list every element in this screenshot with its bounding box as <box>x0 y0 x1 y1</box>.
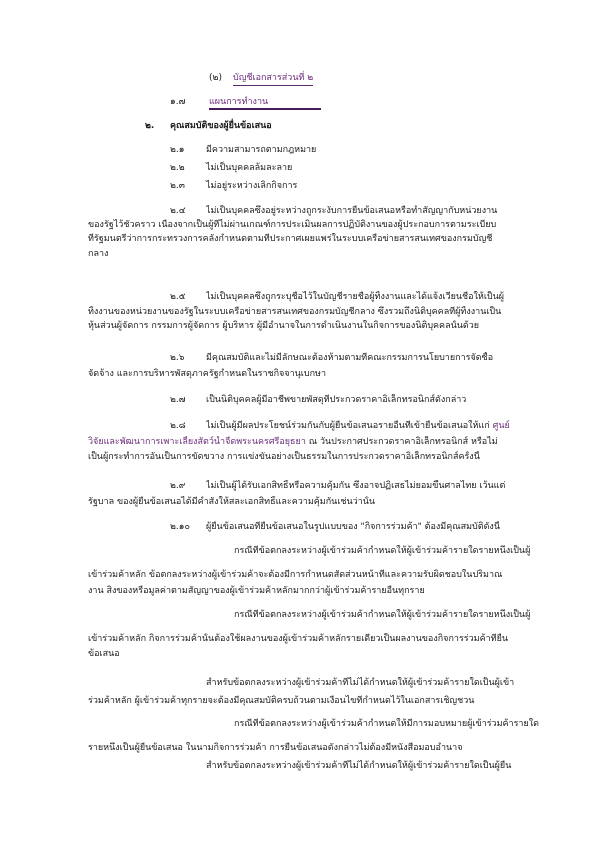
jv-para4-line2: รายหนึ่งเป็นผู้ยื่นข้อเสนอ ในนามกิจการร่วมค้า การยื่นข้อเสนอดังกล่าวไม่ต้องมีหนังสือมอบอำนาจ <box>88 743 463 753</box>
item-2-4-line2: ของรัฐไว้ชั่วคราว เนื่องจากเป็นผู้ที่ไม่ผ่านเกณฑ์การประเมินผลการปฏิบัติงานของผู้ประกอบการตามระเบียบ <box>88 220 497 230</box>
item-2-4-number: ๒.๔ <box>170 206 186 216</box>
attachment-title: บัญชีเอกสารส่วนที่ ๒ <box>233 72 313 86</box>
item-text: แผนการทำงาน <box>209 96 321 110</box>
item-2-7-number: ๒.๗ <box>170 395 186 405</box>
item-2-7-text: เป็นนิติบุคคลผู้มีอาชีพขายพัสดุที่ประกวดราคาอิเล็กทรอนิกส์ดังกล่าว <box>206 395 467 405</box>
item-2-3-text: ไม่อยู่ระหว่างเลิกกิจการ <box>206 181 298 191</box>
item-2-3-number: ๒.๓ <box>170 181 185 191</box>
item-2-1-text: มีความสามารถตามกฎหมาย <box>206 145 317 155</box>
jv-para3-line1: สำหรับข้อตกลงระหว่างผู้เข้าร่วมค้าที่ไม่ได้กำหนดให้ผู้เข้าร่วมค้ารายใดเป็นผู้เข้า <box>206 678 515 688</box>
item-2-2-text: ไม่เป็นบุคคลล้มละลาย <box>206 163 293 173</box>
item-2-8-line2 <box>88 436 541 448</box>
item-2-8-line1 <box>206 420 541 432</box>
item-number: ๑.๗ <box>170 97 186 107</box>
item-2-4-line3: ที่รัฐมนตรีว่าการกระทรวงการคลังกำหนดตามที่ประกาศเผยแพร่ในระบบเครือข่ายสารสนเทศของกรมบัญชี <box>88 234 493 244</box>
item-2-6-line2: จัดจ้าง และการบริหารพัสดุภาครัฐกำหนดในราชกิจจานุเบกษา <box>88 369 327 379</box>
item-2-4-line1: ไม่เป็นบุคคลซึ่งอยู่ระหว่างถูกระงับการยื่นข้อเสนอหรือทำสัญญากับหน่วยงาน <box>206 206 498 216</box>
item-2-10-number: ๒.๑๐ <box>170 522 190 532</box>
jv-para2-line3: ข้อเสนอ <box>88 649 120 659</box>
agency-name-part1: ศูนย์ <box>492 421 510 431</box>
jv-para1-line1: กรณีที่ข้อตกลงระหว่างผู้เข้าร่วมค้ากำหนดให้ผู้เข้าร่วมค้ารายใดรายหนึ่งเป็นผู้ <box>234 546 531 556</box>
section-number: ๒. <box>145 121 155 131</box>
item-2-5-line1: ไม่เป็นบุคคลซึ่งถูกระบุชื่อไว้ในบัญชีรายชื่อผู้ทิ้งงานและได้แจ้งเวียนชื่อให้เป็นผู้ <box>206 292 505 302</box>
jv-para3-line2: ร่วมค้าหลัก ผู้เข้าร่วมค้าทุกรายจะต้องมีคุณสมบัติครบถ้วนตามเงื่อนไขที่กำหนดไว้ในเอกสารเชิญชวน <box>88 696 475 706</box>
jv-para2-line1: กรณีที่ข้อตกลงระหว่างผู้เข้าร่วมค้ากำหนดให้ผู้เข้าร่วมค้ารายใดรายหนึ่งเป็นผู้ <box>234 610 531 620</box>
jv-para4-line1: กรณีที่ข้อตกลงระหว่างผู้เข้าร่วมค้ากำหนดให้มีการมอบหมายผู้เข้าร่วมค้ารายใด <box>234 719 540 729</box>
item-2-8-line3: เป็นผู้กระทำการอันเป็นการขัดขวาง การแข่งขันอย่างเป็นธรรมในการประกวดราคาอิเล็กทรอนิกส์ครั้งนี้ <box>88 452 480 462</box>
item-2-4-line4: กลาง <box>88 249 109 259</box>
item-2-10-line1: ผู้ยื่นข้อเสนอที่ยื่นข้อเสนอในรูปแบบของ "กิจการร่วมค้า" ต้องมีคุณสมบัติดังนี้ <box>206 522 500 532</box>
item-2-8-line1-text: ไม่เป็นผู้มีผลประโยชน์ร่วมกันกับผู้ยื่นข้อเสนอรายอื่นที่เข้ายื่นข้อเสนอให้แก่ <box>206 421 490 431</box>
jv-para2-line2: เข้าร่วมค้าหลัก กิจการร่วมค้านั้นต้องใช้ผลงานของผู้เข้าร่วมค้าหลักรายเดียวเป็นผลงานของกิจการร่วมค้าที่ยื่น <box>88 634 509 644</box>
item-2-1-number: ๒.๑ <box>170 145 185 155</box>
item-2-5-number: ๒.๕ <box>170 292 186 302</box>
section-title: คุณสมบัติของผู้ยื่นข้อเสนอ <box>170 121 272 131</box>
jv-para1-line3: งาน สิ่งของหรือมูลค่าตามสัญญาของผู้เข้าร่วมค้าหลักมากกว่าผู้เข้าร่วมค้ารายอื่นทุกราย <box>88 586 425 596</box>
item-2-5-line3: หุ้นส่วนผู้จัดการ กรรมการผู้จัดการ ผู้บริหาร ผู้มีอำนาจในการดำเนินงานในกิจการของนิติบุคคลนั้นด้วย <box>88 321 480 331</box>
item-2-5-line2: ทิ้งงานของหน่วยงานของรัฐในระบบเครือข่ายสารสนเทศของกรมบัญชีกลาง ซึ่งรวมถึงนิติบุคคลที่ผู้ทิ้งงานเป็น <box>88 307 502 317</box>
jv-para1-line2: เข้าร่วมค้าหลัก ข้อตกลงระหว่างผู้เข้าร่วมค้าจะต้องมีการกำหนดสัดส่วนหน้าที่และความรับผิดชอบในปริมาณ <box>88 570 503 580</box>
item-2-8-number: ๒.๘ <box>170 421 186 431</box>
jv-para5-line1: สำหรับข้อตกลงระหว่างผู้เข้าร่วมค้าที่ไม่ได้กำหนดให้ผู้เข้าร่วมค้ารายใดเป็นผู้ยื่น <box>206 761 512 771</box>
item-2-9-number: ๒.๙ <box>170 481 186 491</box>
agency-name-part2: วิจัยและพัฒนาการเพาะเลี้ยงสัตว์น้ำจืดพระนครศรีอยุธยา <box>88 437 306 447</box>
item-2-9-line1: ไม่เป็นผู้ได้รับเอกสิทธิ์หรือความคุ้มกัน ซึ่งอาจปฏิเสธไม่ยอมขึ้นศาลไทย เว้นแต่ <box>206 481 506 491</box>
item-2-8-line2-text: ณ วันประกาศประกวดราคาอิเล็กทรอนิกส์ หรือไม่ <box>305 437 498 447</box>
item-2-6-line1: มีคุณสมบัติและไม่มีลักษณะต้องห้ามตามที่คณะกรรมการนโยบายการจัดซื้อ <box>206 353 494 363</box>
item-2-6-number: ๒.๖ <box>170 353 185 363</box>
item-2-9-line2: รัฐบาล ของผู้ยื่นข้อเสนอได้มีคำสั่งให้สละเอกสิทธิ์และความคุ้มกันเช่นว่านั้น <box>88 497 376 507</box>
attachment-label: (๒) <box>209 73 222 83</box>
item-2-2-number: ๒.๒ <box>170 163 185 173</box>
